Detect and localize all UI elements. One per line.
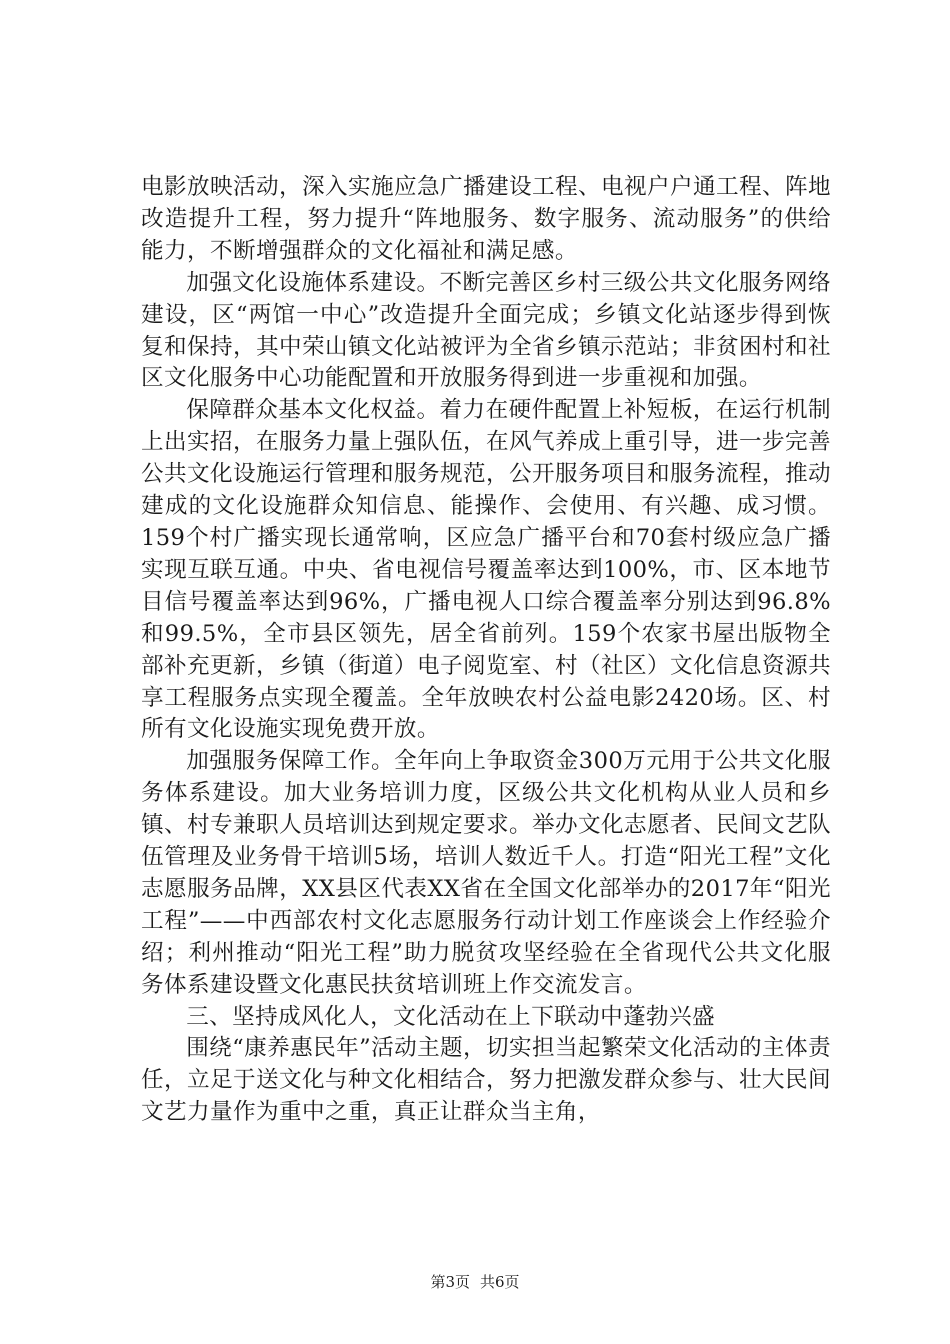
page-total: 共6页 <box>480 1273 520 1291</box>
section-heading: 三、坚持成风化人，文化活动在上下联动中蓬勃兴盛 <box>186 1003 716 1030</box>
paragraph-5: 围绕“康养惠民年”活动主题，切实担当起繁荣文化活动的主体责任，立足于送文化与种文化相结合，努力把激发群众参与、壮大民间文艺力量作为重中之重，真正让群众当主角， <box>141 1035 831 1126</box>
paragraph-1: 电影放映活动，深入实施应急广播建设工程、电视户户通工程、阵地改造提升工程，努力提升“阵地服务、数字服务、流动服务”的供给能力，不断增强群众的文化福祉和满足感。 <box>141 174 831 264</box>
paragraph-4: 加强服务保障工作。全年向上争取资金300万元用于公共文化服务体系建设。加大业务培训力度，区级公共文化机构从业人员和乡镇、村专兼职人员培训达到规定要求。举办文化志愿者、民间文艺队伍管理及业务骨干培训5场，培训人数近千人。打造“阳光工程”文化志愿服务品牌，XX县区代表XX省在全国文化部举办的2017年“阳光工程”——中西部农村文化志愿服务行动计划工作座谈会上作经验介绍；利州推动“阳光工程”助力脱贫攻坚经验在全省现代公共文化服务体系建设暨文化惠民扶贫培训班上作交流发言。 <box>141 748 831 998</box>
body-text <box>141 172 831 1129</box>
paragraph-2: 加强文化设施体系建设。不断完善区乡村三级公共文化服务网络建设，区“两馆一中心”改造提升全面完成；乡镇文化站逐步得到恢复和保持，其中荣山镇文化站被评为全省乡镇示范站；非贫困村和社区文化服务中心功能配置和开放服务得到进一步重视和加强。 <box>141 269 831 392</box>
page-number: 第3页 <box>430 1273 470 1291</box>
paragraph-3: 保障群众基本文化权益。着力在硬件配置上补短板，在运行机制上出实招，在服务力量上强队伍，在风气养成上重引导，进一步完善公共文化设施运行管理和服务规范，公开服务项目和服务流程，推动建成的文化设施群众知信息、能操作、会使用、有兴趣、成习惯。159个村广播实现长通常响，区应急广播平台和70套村级应急广播实现互联互通。中央、省电视信号覆盖率达到100%，市、区本地节目信号覆盖率达到96%，广播电视人口综合覆盖率分别达到96.8%和99.5%，全市县区领先，居全省前列。159个农家书屋出版物全部补充更新，乡镇（街道）电子阅览室、村（社区）文化信息资源共享工程服务点实现全覆盖。全年放映农村公益电影2420场。区、村所有文化设施实现免费开放。 <box>141 397 831 743</box>
page-footer <box>0 1272 950 1292</box>
